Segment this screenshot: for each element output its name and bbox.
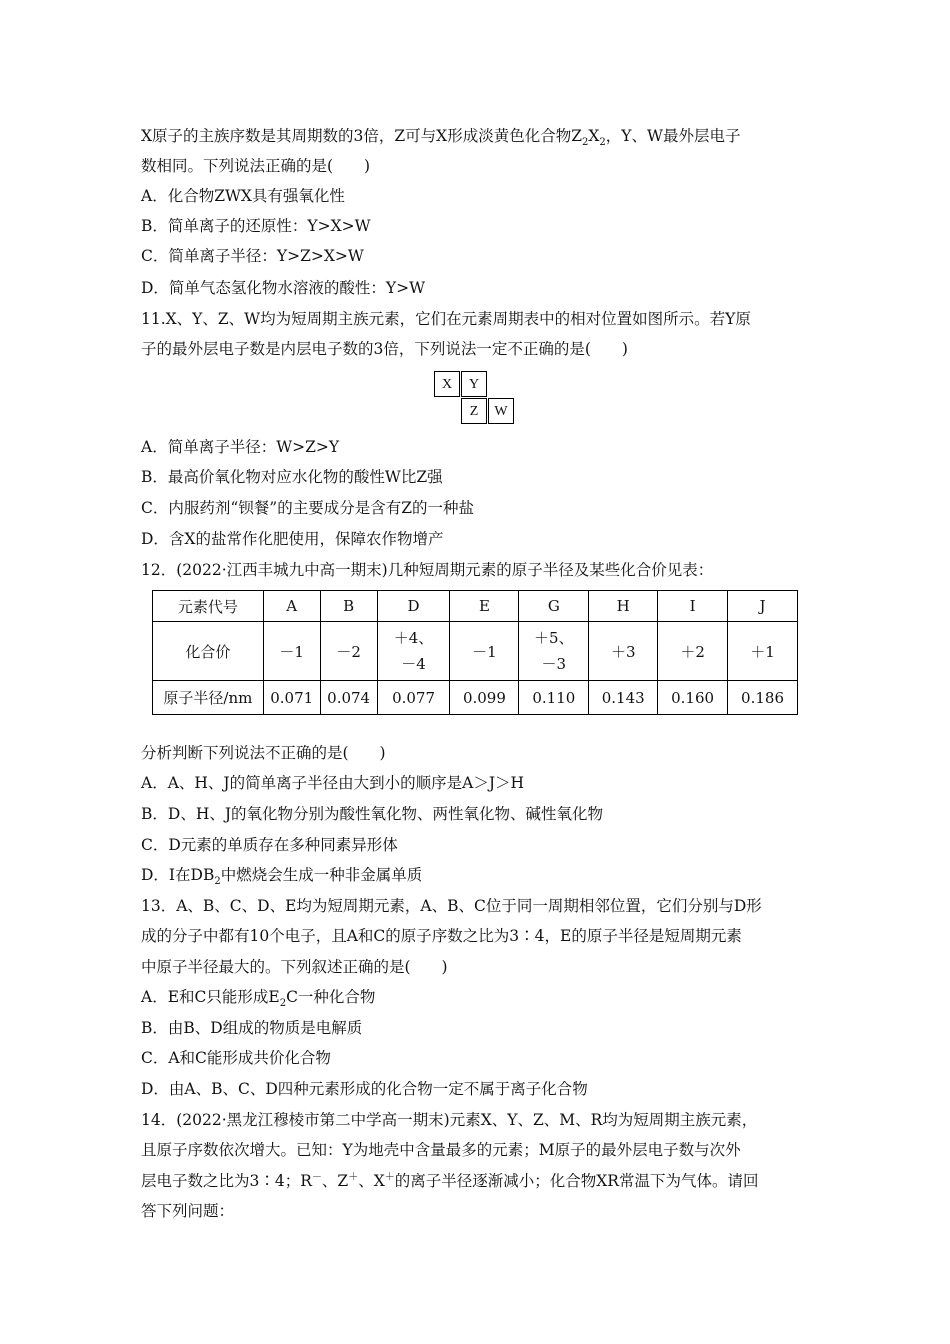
valence-row [153, 622, 798, 681]
q13-line-1: 13．A、B、C、D、E均为短周期元素，A、B、C位于同一周期相邻位置，它们分别与D形 [141, 897, 762, 915]
radius-cell: 0.186 [728, 681, 798, 715]
q12-option-a: A．A、H、J的简单离子半径由大到小的顺序是A＞J＞H [141, 774, 525, 792]
q11-option-c: C．内服药剂“钡餐”的主要成分是含有Z的一种盐 [141, 499, 474, 517]
q10-option-c: C．简单离子半径：Y>Z>X>W [141, 247, 364, 265]
q12-option-b: B．D、H、J的氧化物分别为酸性氧化物、两性氧化物、碱性氧化物 [141, 805, 604, 823]
radius-cell: 0.074 [320, 681, 377, 715]
q14-line-2: 且原子序数依次增大。已知：Y为地壳中含量最多的元素；M原子的最外层电子数与次外 [141, 1141, 741, 1159]
valence-cell: ＋4、 －4 [377, 622, 450, 681]
radius-cell: 0.160 [658, 681, 728, 715]
header-cell: E [450, 591, 519, 622]
q12-option-c: C．D元素的单质存在多种同素异形体 [141, 836, 398, 854]
q11-option-a: A．简单离子半径：W>Z>Y [141, 438, 340, 456]
valence-cell: ＋3 [589, 622, 658, 681]
header-cell: J [728, 591, 798, 622]
grid-cell-w: W [488, 398, 514, 424]
q14-line-4: 答下列问题： [141, 1202, 235, 1220]
header-cell: H [589, 591, 658, 622]
grid-cell-z: Z [461, 398, 487, 424]
grid-cell-x: X [434, 371, 460, 397]
valence-cell: －1 [450, 622, 519, 681]
q12-option-d: D．I在$DB_2$中燃烧会生成一种非金属单质 [141, 866, 423, 888]
valence-cell: ＋2 [658, 622, 728, 681]
radius-cell: 0.071 [263, 681, 320, 715]
valence-cell: ＋1 [728, 622, 798, 681]
q13-option-d: D．由A、B、C、D四种元素形成的化合物一定不属于离子化合物 [141, 1080, 588, 1098]
periodic-position-grid [434, 371, 516, 425]
q10-option-d: D．简单气态氢化物水溶液的酸性：Y>W [141, 279, 426, 297]
q10-option-b: B．简单离子的还原性：Y>X>W [141, 217, 371, 235]
radius-cell: 0.077 [377, 681, 450, 715]
valence-label: 化合价 [153, 622, 264, 681]
q11-line-1: 11.X、Y、Z、W均为短周期主族元素，它们在元素周期表中的相对位置如图所示。若Y原 [141, 310, 751, 328]
header-cell: D [377, 591, 450, 622]
valence-cell: －2 [320, 622, 377, 681]
q13-option-b: B．由B、D组成的物质是电解质 [141, 1019, 363, 1037]
radius-cell: 0.110 [519, 681, 589, 715]
header-cell: B [320, 591, 377, 622]
table-header-row [153, 591, 798, 622]
header-cell: 元素代号 [153, 591, 264, 622]
q11-line-2: 子的最外层电子数是内层电子数的3倍，下列说法一定不正确的是( ) [141, 340, 628, 358]
q13-option-a: A．E和C只能形成$E_2C$一种化合物 [141, 988, 376, 1010]
radius-cell: 0.099 [450, 681, 519, 715]
q12-line-1: 12．(2022·江西丰城九中高一期末)几种短周期元素的原子半径及某些化合价见表： [141, 561, 714, 579]
header-cell: G [519, 591, 589, 622]
q11-option-b: B．最高价氧化物对应水化物的酸性W比Z强 [141, 468, 443, 486]
q10-line-1: X原子的主族序数是其周期数的3倍，Z可与X形成淡黄色化合物$Z_2X_2$，Y、W最外层电子 [141, 127, 741, 149]
radius-label: 原子半径/nm [153, 681, 264, 715]
header-cell: A [263, 591, 320, 622]
header-cell: I [658, 591, 728, 622]
grid-cell-y: Y [461, 371, 487, 397]
element-table [152, 590, 798, 715]
radius-row [153, 681, 798, 715]
q13-line-3: 中原子半径最大的。下列叙述正确的是( ) [141, 958, 448, 976]
q13-option-c: C．A和C能形成共价化合物 [141, 1049, 331, 1067]
q12-question: 分析判断下列说法不正确的是( ) [141, 744, 386, 762]
q11-option-d: D．含X的盐常作化肥使用，保障农作物增产 [141, 530, 444, 548]
q13-line-2: 成的分子中都有10个电子，且A和C的原子序数之比为3∶4，E的原子半径是短周期元素 [141, 927, 742, 945]
q14-line-1: 14．(2022·黑龙江穆棱市第二中学高一期末)元素X、Y、Z、M、R均为短周期主族元素， [141, 1111, 758, 1129]
q10-option-a: A．化合物ZWX具有强氧化性 [141, 187, 345, 205]
q10-line-2: 数相同。下列说法正确的是( ) [141, 157, 371, 175]
valence-cell: －1 [263, 622, 320, 681]
radius-cell: 0.143 [589, 681, 658, 715]
q14-line-3: 层电子数之比为3∶4；R－、Z＋、X＋的离子半径逐渐减小；化合物XR常温下为气体。请回 [141, 1171, 759, 1190]
valence-cell: ＋5、 －3 [519, 622, 589, 681]
